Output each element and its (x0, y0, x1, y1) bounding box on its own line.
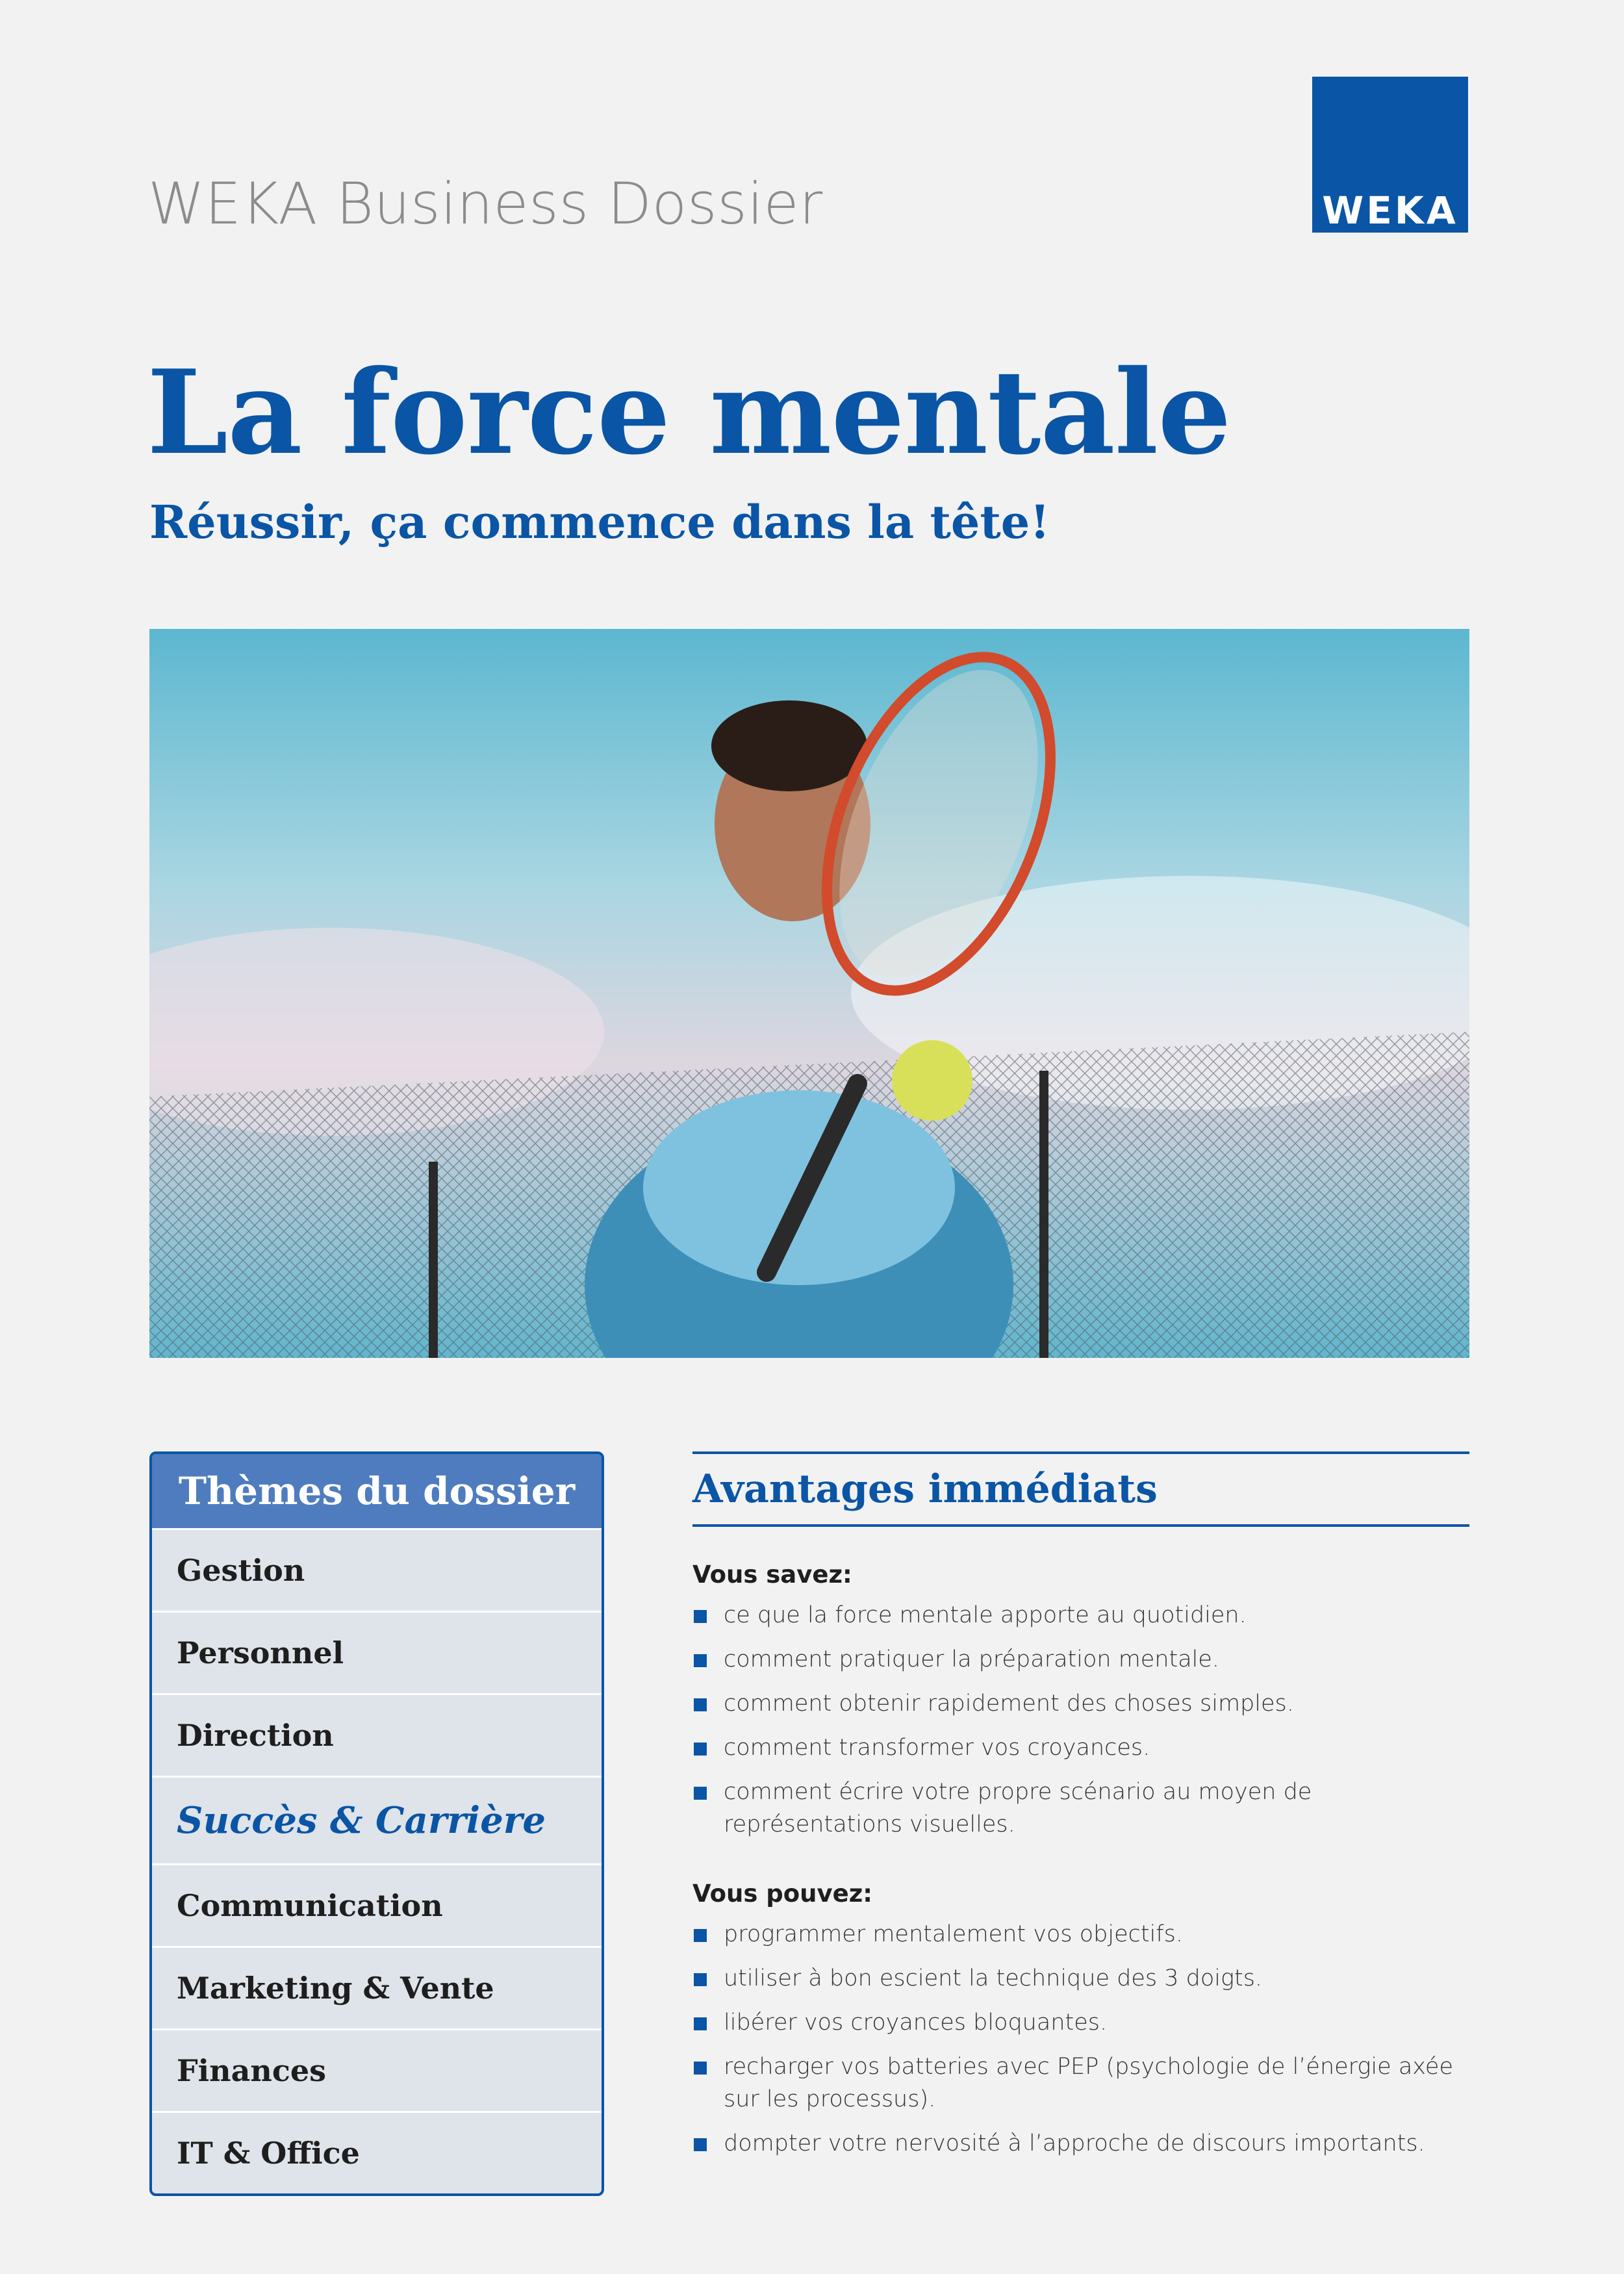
square-bullet-icon (694, 2017, 707, 2030)
list-item-text: utiliser à bon escient la technique des 3 doigts. (724, 1965, 1263, 1991)
series-title: WEKA Business Dossier (148, 170, 823, 237)
list-item-text: libérer vos croyances bloquantes. (724, 2010, 1108, 2036)
list-item-text: recharger vos batteries avec PEP (psychologie de l’énergie axée sur les processus). (724, 2054, 1453, 2112)
bullet-list-vous-savez (692, 1599, 1469, 1841)
list-item-text: dompter votre nervosité à l’approche de discours importants. (724, 2130, 1425, 2156)
document-title: La force mentale (147, 344, 1231, 480)
themes-heading: Thèmes du dossier (152, 1454, 602, 1528)
theme-item-personnel[interactable]: Personnel (152, 1611, 602, 1693)
list-item (692, 1687, 1469, 1720)
square-bullet-icon (694, 1973, 707, 1986)
cover-photo-tennis-player (149, 629, 1469, 1358)
list-item (692, 1962, 1469, 1995)
weka-logo (1312, 77, 1468, 233)
list-item-text: programmer mentalement vos objectifs. (724, 1921, 1183, 1947)
document-subtitle: Réussir, ça commence dans la tête! (149, 495, 1050, 549)
list-item (692, 1731, 1469, 1764)
theme-item-gestion[interactable]: Gestion (152, 1528, 602, 1611)
list-item (692, 2006, 1469, 2039)
theme-item-finances[interactable]: Finances (152, 2028, 602, 2111)
list-item-text: comment pratiquer la préparation mentale. (724, 1646, 1220, 1672)
square-bullet-icon (694, 1610, 707, 1623)
logo-text: WEKA (1322, 188, 1458, 233)
themes-panel (149, 1451, 604, 2196)
group-title-vous-pouvez: Vous pouvez: (692, 1880, 873, 1908)
list-item (692, 1599, 1469, 1631)
list-item (692, 2050, 1469, 2115)
list-item-text: comment transformer vos croyances. (724, 1735, 1150, 1761)
square-bullet-icon (694, 1743, 707, 1756)
bullet-list-vous-pouvez (692, 1918, 1469, 2160)
theme-item-it-office[interactable]: IT & Office (152, 2111, 602, 2193)
list-item-text: comment obtenir rapidement des choses simples. (724, 1691, 1294, 1717)
list-item-text: comment écrire votre propre scénario au moyen de représentations visuelles. (724, 1779, 1312, 1837)
square-bullet-icon (694, 2062, 707, 2075)
theme-item-succes-carriere[interactable]: Succès & Carrière (152, 1776, 602, 1863)
theme-item-communication[interactable]: Communication (152, 1863, 602, 1946)
list-item (692, 1643, 1469, 1676)
list-item (692, 2127, 1469, 2160)
list-item (692, 1918, 1469, 1950)
square-bullet-icon (694, 1698, 707, 1711)
theme-item-marketing-vente[interactable]: Marketing & Vente (152, 1946, 602, 2028)
benefits-section (692, 1451, 1469, 2171)
square-bullet-icon (694, 1787, 707, 1800)
theme-item-direction[interactable]: Direction (152, 1693, 602, 1776)
square-bullet-icon (694, 1654, 707, 1667)
group-title-vous-savez: Vous savez: (692, 1561, 852, 1589)
list-item-text: ce que la force mentale apporte au quotidien. (724, 1602, 1247, 1628)
square-bullet-icon (694, 2138, 707, 2151)
square-bullet-icon (694, 1929, 707, 1942)
benefits-heading: Avantages immédiats (692, 1451, 1469, 1527)
list-item (692, 1776, 1469, 1841)
